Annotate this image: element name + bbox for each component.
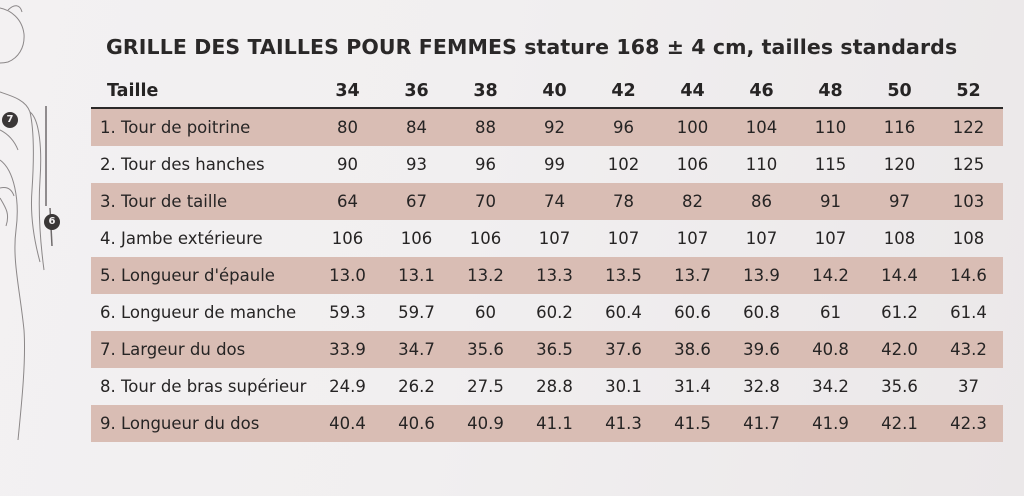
table-cell: 42.1 bbox=[865, 405, 934, 442]
table-cell: 42.3 bbox=[934, 405, 1003, 442]
table-cell: 14.2 bbox=[796, 257, 865, 294]
table-cell: 13.3 bbox=[520, 257, 589, 294]
measure-marker-6 bbox=[44, 214, 60, 230]
table-cell: 93 bbox=[406, 155, 427, 174]
table-row bbox=[91, 368, 1003, 405]
table-cell: 115 bbox=[814, 155, 847, 174]
table-cell: 120 bbox=[883, 155, 916, 174]
table-cell: 28.8 bbox=[536, 377, 573, 396]
header-size: 40 bbox=[520, 74, 589, 108]
table-cell: 92 bbox=[520, 108, 589, 146]
table-cell: 35.6 bbox=[451, 331, 520, 368]
table-cell: 61.2 bbox=[881, 303, 918, 322]
table-cell: 27.5 bbox=[467, 377, 504, 396]
table-cell: 116 bbox=[865, 108, 934, 146]
table-cell: 96 bbox=[589, 108, 658, 146]
table-cell: 107 bbox=[814, 229, 847, 248]
table-cell: 107 bbox=[676, 229, 709, 248]
header-label: Taille bbox=[91, 74, 313, 108]
table-cell: 40.4 bbox=[313, 405, 382, 442]
header-size: 52 bbox=[934, 74, 1003, 108]
table-cell: 61.4 bbox=[950, 303, 987, 322]
table-cell: 106 bbox=[400, 229, 433, 248]
table-cell: 107 bbox=[745, 229, 778, 248]
table-cell: 122 bbox=[934, 108, 1003, 146]
table-header-row bbox=[91, 74, 1003, 108]
table-cell: 110 bbox=[796, 108, 865, 146]
table-cell: 59.3 bbox=[329, 303, 366, 322]
table-cell: 60.2 bbox=[536, 303, 573, 322]
table-cell: 84 bbox=[382, 108, 451, 146]
header-size: 38 bbox=[451, 74, 520, 108]
table-cell: 60.6 bbox=[674, 303, 711, 322]
table-cell: 60.8 bbox=[743, 303, 780, 322]
table-cell: 41.5 bbox=[658, 405, 727, 442]
table-cell: 61 bbox=[820, 303, 841, 322]
table-cell: 74 bbox=[520, 183, 589, 220]
marker-label: 7 bbox=[6, 114, 14, 125]
size-table bbox=[91, 74, 1003, 442]
body-figure-illustration bbox=[0, 0, 70, 496]
table-row bbox=[91, 146, 1003, 183]
table-cell: 64 bbox=[313, 183, 382, 220]
table-row bbox=[91, 294, 1003, 331]
table-cell: 106 bbox=[331, 229, 364, 248]
table-cell: 41.7 bbox=[727, 405, 796, 442]
table-cell: 14.4 bbox=[865, 257, 934, 294]
header-size: 42 bbox=[589, 74, 658, 108]
row-label: 1. Tour de poitrine bbox=[91, 108, 313, 146]
table-cell: 78 bbox=[589, 183, 658, 220]
table-cell: 13.2 bbox=[451, 257, 520, 294]
table-cell: 34.7 bbox=[382, 331, 451, 368]
row-label: 5. Longueur d'épaule bbox=[91, 257, 313, 294]
row-label: 4. Jambe extérieure bbox=[100, 229, 263, 248]
table-cell: 14.6 bbox=[934, 257, 1003, 294]
table-cell: 125 bbox=[952, 155, 985, 174]
table-row bbox=[91, 108, 1003, 146]
header-size: 50 bbox=[865, 74, 934, 108]
table-cell: 86 bbox=[727, 183, 796, 220]
table-row bbox=[91, 257, 1003, 294]
table-cell: 35.6 bbox=[881, 377, 918, 396]
header-size: 36 bbox=[382, 74, 451, 108]
table-cell: 42.0 bbox=[865, 331, 934, 368]
row-label: 2. Tour des hanches bbox=[100, 155, 265, 174]
table-cell: 88 bbox=[451, 108, 520, 146]
table-cell: 43.2 bbox=[934, 331, 1003, 368]
title-subtitle: stature 168 ± 4 cm, tailles standards bbox=[524, 35, 958, 59]
table-row bbox=[91, 405, 1003, 442]
table-cell: 67 bbox=[382, 183, 451, 220]
table-cell: 39.6 bbox=[727, 331, 796, 368]
table-cell: 34.2 bbox=[812, 377, 849, 396]
table-cell: 100 bbox=[658, 108, 727, 146]
row-label: 9. Longueur du dos bbox=[91, 405, 313, 442]
table-cell: 40.8 bbox=[796, 331, 865, 368]
table-row bbox=[91, 220, 1003, 257]
table-cell: 70 bbox=[451, 183, 520, 220]
table-cell: 110 bbox=[745, 155, 778, 174]
table-cell: 40.9 bbox=[451, 405, 520, 442]
size-chart-title bbox=[106, 35, 957, 59]
row-label: 6. Longueur de manche bbox=[100, 303, 297, 322]
table-cell: 26.2 bbox=[398, 377, 435, 396]
table-cell: 104 bbox=[727, 108, 796, 146]
header-size: 44 bbox=[658, 74, 727, 108]
table-row bbox=[91, 331, 1003, 368]
table-cell: 30.1 bbox=[605, 377, 642, 396]
table-cell: 107 bbox=[538, 229, 571, 248]
table-cell: 102 bbox=[607, 155, 640, 174]
table-cell: 103 bbox=[934, 183, 1003, 220]
table-cell: 13.0 bbox=[313, 257, 382, 294]
header-size: 48 bbox=[796, 74, 865, 108]
table-cell: 38.6 bbox=[658, 331, 727, 368]
marker-label: 6 bbox=[48, 216, 56, 227]
table-cell: 33.9 bbox=[313, 331, 382, 368]
table-cell: 13.7 bbox=[658, 257, 727, 294]
measure-marker-7 bbox=[2, 112, 18, 128]
table-cell: 13.1 bbox=[382, 257, 451, 294]
header-size: 46 bbox=[727, 74, 796, 108]
table-cell: 108 bbox=[952, 229, 985, 248]
table-cell: 37 bbox=[958, 377, 979, 396]
table-cell: 13.5 bbox=[589, 257, 658, 294]
row-label: 7. Largeur du dos bbox=[91, 331, 313, 368]
table-cell: 37.6 bbox=[589, 331, 658, 368]
table-cell: 60.4 bbox=[605, 303, 642, 322]
table-cell: 97 bbox=[865, 183, 934, 220]
table-cell: 80 bbox=[313, 108, 382, 146]
table-cell: 24.9 bbox=[329, 377, 366, 396]
table-cell: 106 bbox=[469, 229, 502, 248]
table-cell: 41.1 bbox=[520, 405, 589, 442]
row-label: 3. Tour de taille bbox=[91, 183, 313, 220]
table-cell: 96 bbox=[475, 155, 496, 174]
table-cell: 13.9 bbox=[727, 257, 796, 294]
table-cell: 91 bbox=[796, 183, 865, 220]
table-cell: 31.4 bbox=[674, 377, 711, 396]
table-cell: 32.8 bbox=[743, 377, 780, 396]
table-cell: 82 bbox=[658, 183, 727, 220]
table-cell: 107 bbox=[607, 229, 640, 248]
table-cell: 108 bbox=[883, 229, 916, 248]
table-cell: 99 bbox=[544, 155, 565, 174]
table-cell: 90 bbox=[337, 155, 358, 174]
table-cell: 36.5 bbox=[520, 331, 589, 368]
header-size: 34 bbox=[313, 74, 382, 108]
table-cell: 41.3 bbox=[589, 405, 658, 442]
title-main: GRILLE DES TAILLES POUR FEMMES bbox=[106, 35, 517, 59]
table-cell: 59.7 bbox=[398, 303, 435, 322]
row-label: 8. Tour de bras supérieur bbox=[100, 377, 307, 396]
table-cell: 60 bbox=[475, 303, 496, 322]
table-cell: 40.6 bbox=[382, 405, 451, 442]
table-row bbox=[91, 183, 1003, 220]
table-cell: 41.9 bbox=[796, 405, 865, 442]
table-cell: 106 bbox=[676, 155, 709, 174]
